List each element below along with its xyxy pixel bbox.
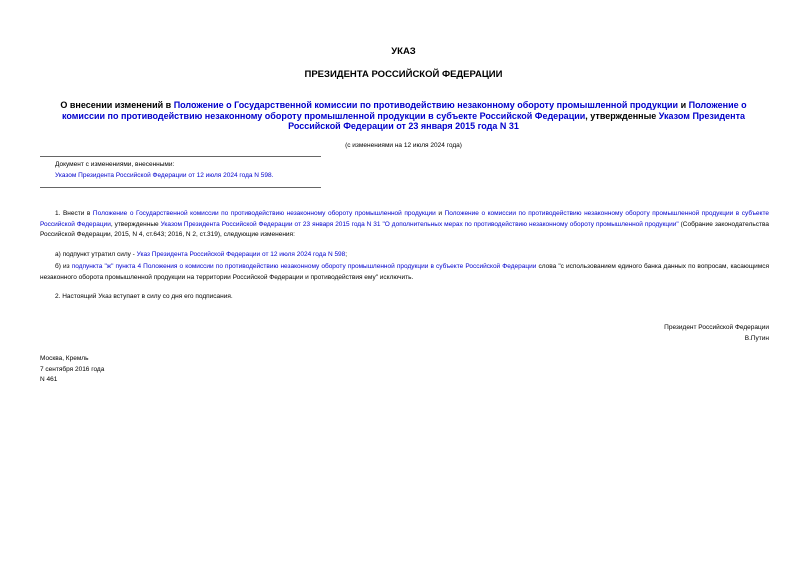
document-title: УКАЗ <box>391 46 416 57</box>
paragraph-1 <box>40 209 769 241</box>
item-a-suffix: ; <box>345 251 348 258</box>
decree-number: N 461 <box>40 376 58 383</box>
document-heading <box>60 100 747 132</box>
signing-date: 7 сентября 2016 года <box>40 365 105 373</box>
p1-link-state-commission[interactable]: Положение о Государственной комиссии по противодействию незаконному обороту промышленной продукции <box>92 210 436 217</box>
changes-box-label: Документ с изменениями, внесенными: <box>55 161 175 168</box>
item-b-prefix: б) из <box>55 263 72 270</box>
document-subtitle: ПРЕЗИДЕНТА РОССИЙСКОЙ ФЕДЕРАЦИИ <box>304 69 503 80</box>
signature-name: В.Путин <box>744 334 769 342</box>
item-a <box>40 250 769 261</box>
p1-prefix: 1. Внести в <box>55 210 93 217</box>
heading-link-regional-commission[interactable]: Положение о комиссии по противодействию незаконному обороту промышленной продукции в субъекте Российской Федерации <box>61 100 747 121</box>
changes-box-top-rule <box>40 156 321 157</box>
place-date-block <box>40 354 104 386</box>
changes-box-bottom-rule <box>40 187 321 188</box>
p1-and: и <box>435 210 445 217</box>
changes-box-link[interactable]: Указом Президента Российской Федерации от 12 июля 2024 года N 598. <box>55 172 274 179</box>
p1-link-regional-commission[interactable]: Положение о комиссии по противодействию незаконному обороту промышленной продукции в субъекте Российской Федерации <box>40 210 769 228</box>
item-a-prefix: а) подпункт утратил силу - <box>55 251 137 258</box>
edited-note: (с изменениями на 12 июля 2024 года) <box>345 142 462 149</box>
heading-and: и <box>678 100 689 110</box>
item-b-suffix: слова "с использованием единого банка данных по вопросам, касающимся незаконного оборота промышленной продукции на территории Российской Федерации и противодействия ему" исключить. <box>40 263 769 281</box>
p1-mid: , утвержденные <box>110 220 161 228</box>
item-a-link[interactable]: Указ Президента Российской Федерации от 12 июля 2024 года N 598 <box>136 251 346 258</box>
paragraph-2: 2. Настоящий Указ вступает в силу со дня его подписания. <box>55 293 233 300</box>
item-b-link[interactable]: подпункта "ж" пункта 4 Положения о комиссии по противодействию незаконному обороту промышленной продукции в субъекте Российской Федерации <box>71 263 537 270</box>
signing-place: Москва, Кремль <box>40 355 89 362</box>
p1-link-decree-31[interactable]: Указом Президента Российской Федерации от 23 января 2015 года N 31 "О дополнительных мерах по противодействию незаконному обороту промышленной продукции" <box>160 220 679 228</box>
heading-mid: , утвержденные <box>585 110 659 121</box>
heading-prefix: О внесении изменений в <box>60 100 174 110</box>
heading-link-state-commission[interactable]: Положение о Государственной комиссии по противодействию незаконному обороту промышленной продукции <box>173 100 679 110</box>
signature-position: Президент Российской Федерации <box>664 324 769 331</box>
p1-suffix: (Собрание законодательства Российской Федерации, 2015, N 4, ст.643; 2016, N 2, ст.319), следующие изменения: <box>40 220 769 238</box>
heading-link-decree-31[interactable]: Указом Президента Российской Федерации от 23 января 2015 года N 31 <box>288 110 746 131</box>
item-b <box>40 262 769 283</box>
signature-block <box>664 323 769 344</box>
